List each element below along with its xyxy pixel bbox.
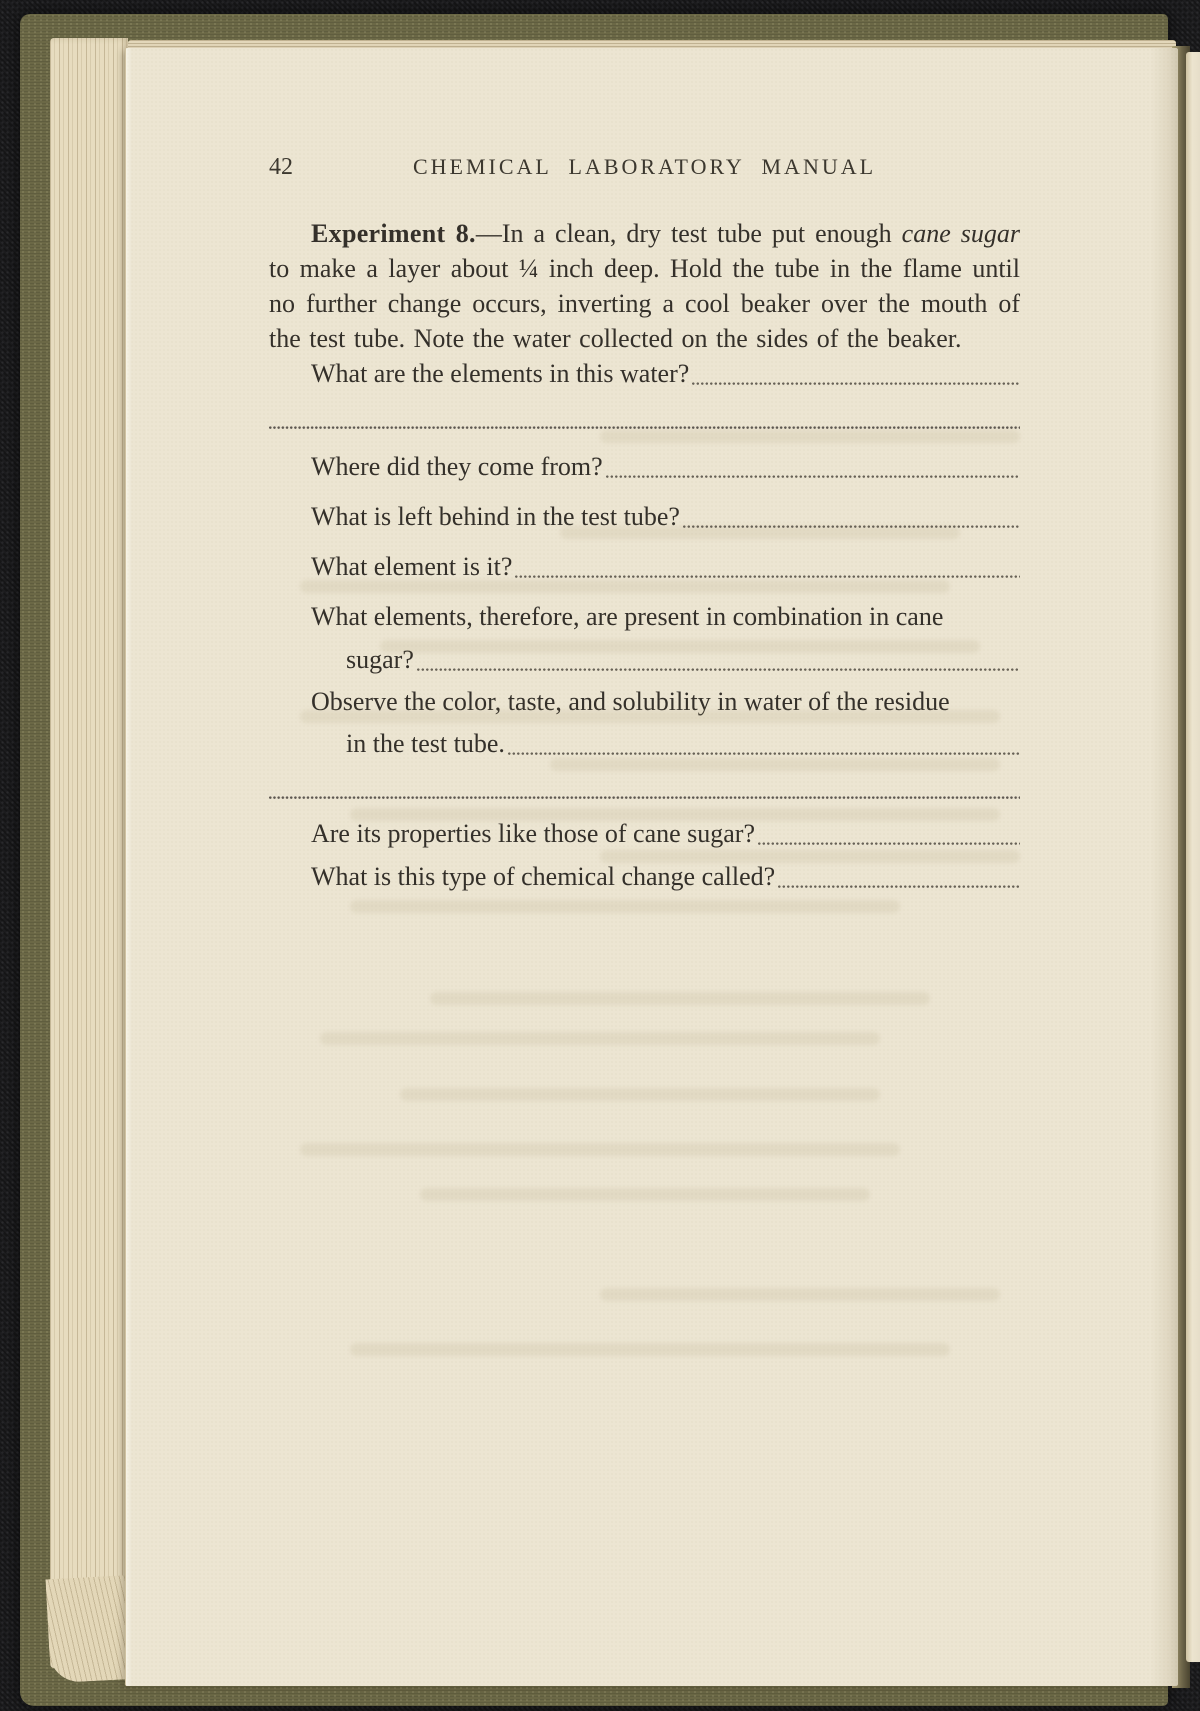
question-text: Observe the color, taste, and solubility in water of the residue [311,687,950,716]
question-text: What are the elements in this water? [311,359,690,388]
question-row-7 [269,816,1020,851]
question-row-1 [269,356,1020,391]
question-row-5-line-2 [269,642,1020,677]
answer-blank [515,575,1020,578]
book-page [126,48,1178,1686]
facing-page-edge [1186,52,1200,1662]
question-text: sugar? [346,645,414,674]
experiment-text-1: —In a clean, dry test tube put enough [475,219,902,248]
experiment-italic-phrase: cane sugar [901,219,1020,248]
page-number: 42 [269,154,293,180]
question-list [269,356,1020,894]
section-divider-2 [269,796,1020,799]
question-row-4 [269,549,1020,584]
answer-blank [606,475,1020,478]
question-row-5-line-1 [269,599,1020,634]
running-title: CHEMICAL LABORATORY MANUAL [412,154,877,179]
answer-blank [417,668,1020,671]
question-text: Are its properties like those of cane sugar? [311,819,756,848]
page-edges-left [50,38,128,1668]
question-row-3 [269,499,1020,534]
question-text: What is left behind in the test tube? [311,502,680,531]
answer-blank [508,752,1020,755]
question-text: Where did they come from? [311,452,603,481]
running-header [269,154,1020,180]
answer-blank [778,885,1020,888]
experiment-text-2: to make a layer about ¼ inch deep. Hold the tube in the flame until no further change occurs, inverting a cool beaker over the mouth of the test tube. Note the water collected on the sides of the beaker. [269,254,1020,353]
question-text: What element is it? [311,552,513,581]
question-text: What elements, therefore, are present in combination in cane [311,602,944,631]
experiment-heading: Experiment 8. [311,219,476,248]
question-row-8 [269,859,1020,894]
section-divider-1 [269,426,1020,429]
answer-blank [692,382,1020,385]
question-row-6-line-2 [269,726,1020,761]
question-row-6-line-1 [269,684,1020,719]
answer-blank [683,525,1020,528]
experiment-paragraph [269,216,1020,356]
question-text: What is this type of chemical change called? [311,862,776,891]
question-row-2 [269,449,1020,484]
answer-blank [758,842,1020,845]
question-text: in the test tube. [346,729,505,758]
